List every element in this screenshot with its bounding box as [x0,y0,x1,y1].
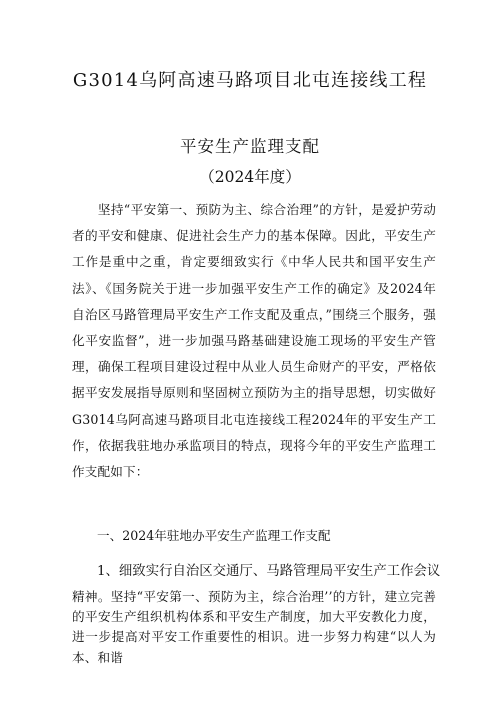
item-heading: 1、细致实行自治区交通厅、马路管理局平安生产工作会议 [97,564,441,579]
document-year: （2024年度） [199,168,301,186]
document-subtitle: 平安生产监理支配 [180,137,320,156]
intro-paragraph: 坚持“平安第一、预防为主、综合治理”的方针，是爱护劳动者的平安和健康、促进社会生产力的基本保障。因此，平安生产工作是重中之重，肯定要细致实行《中华人民共和国平安生产法》、《国务院关于进一步加强平安生产工作的确定》及2024年自治区马路管理局平安生产工作支配及重点，”围绕三个服务，强化平安监督”，进一步加强马路基础建设施工现场的平安生产管理，确保工程项目建设过程中从业人员生命财产的平安，严格依据平安发展指导原则和坚固树立预防为主的指导思想，切实做好G3014乌阿高速马路项目北屯连接线工程2024年的平安生产工作，依据我驻地办承监项目的特点，现将今年的平安生产监理工作支配如下： [72,202,436,480]
section-heading: 一、2024年驻地办平安生产监理工作支配 [97,528,331,543]
document-title: G3014乌阿高速马路项目北屯连接线工程 [72,70,428,91]
item-paragraph: 精神。坚持“平安第一、预防为主，综合治理’’的方针，建立完善的平安生产组织机构体系和平安生产制度，加大平安教化力度，进一步提高对平安工作重要性的相识。进一步努力构建“以人为本、和谐 [72,589,436,665]
